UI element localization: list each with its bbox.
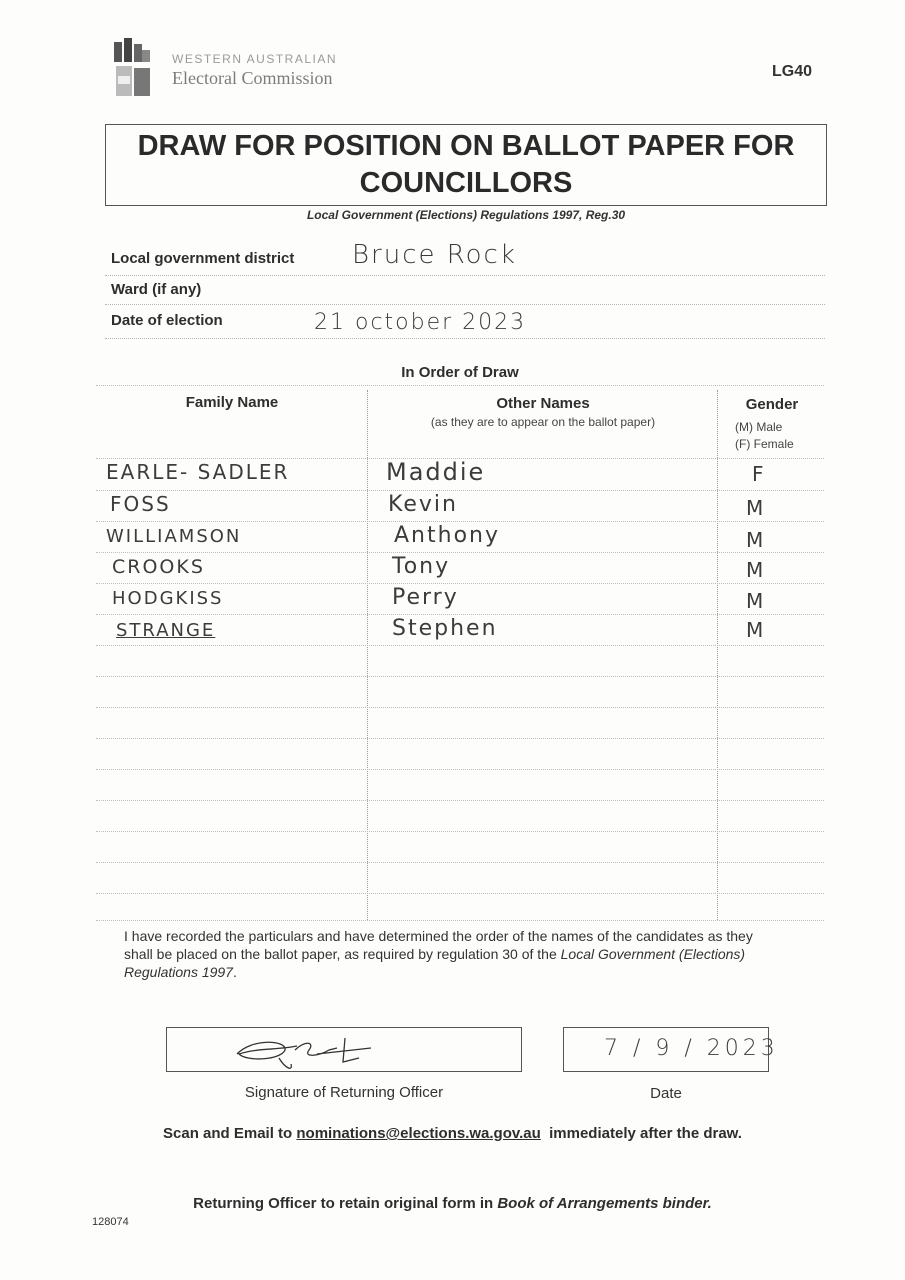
row-rule [96, 707, 824, 708]
row-rule [96, 490, 824, 491]
retain-binder-name: Book of Arrangements binder. [497, 1195, 712, 1212]
gender-male-key: (M) Male [735, 420, 783, 434]
candidate-family-name: FOSS [110, 492, 171, 516]
org-name-line2: Electoral Commission [172, 68, 333, 88]
form-number: 128074 [92, 1216, 129, 1228]
row-rule [96, 614, 824, 615]
scan-prefix: Scan and Email to [163, 1125, 297, 1142]
date-underline [105, 338, 825, 339]
candidate-other-names: Kevin [388, 492, 458, 517]
candidate-family-name: HODGKISS [112, 588, 224, 609]
row-rule [96, 676, 824, 677]
form-code: LG40 [772, 63, 813, 80]
election-date-label: Date of election [111, 312, 223, 329]
row-rule [96, 831, 824, 832]
form-title-box [105, 124, 827, 206]
row-rule [96, 769, 824, 770]
row-rule [96, 862, 824, 863]
form-title-line2: COUNCILLORS [359, 167, 573, 199]
date-caption: Date [650, 1085, 682, 1102]
ward-underline [105, 304, 825, 305]
date-box [563, 1027, 779, 1072]
row-rule [96, 893, 824, 894]
declaration-text: I have recorded the particulars and have determined the order of the names of the candidates as they shall be placed on the ballot paper, as required by regulation 30 of the [124, 928, 753, 962]
declaration-regulation-title: Local Government (Elections) Regulations 1997 [124, 946, 746, 980]
col-other-names: Other Names [496, 395, 590, 412]
row-rule [96, 583, 824, 584]
table-top-rule [96, 385, 824, 386]
district-underline [105, 275, 825, 276]
retain-prefix: Returning Officer to retain original form in [193, 1195, 498, 1212]
election-date-value: 21 october 2023 [314, 310, 527, 335]
col-other-names-sub: (as they are to appear on the ballot paper) [430, 415, 656, 429]
returning-officer-declaration [124, 927, 784, 981]
order-of-draw-heading: In Order of Draw [401, 364, 519, 381]
handwritten-signature [167, 1028, 523, 1073]
row-rule [96, 552, 824, 553]
candidate-family-name: STRANGE [116, 620, 216, 641]
signature-caption: Signature of Returning Officer [244, 1084, 444, 1101]
ward-label: Ward (if any) [111, 281, 202, 298]
scan-suffix: immediately after the draw. [549, 1125, 742, 1142]
district-label: Local government district [111, 250, 295, 267]
row-rule [96, 521, 824, 522]
candidate-gender: M [746, 618, 766, 642]
signature-box [166, 1027, 522, 1072]
candidate-gender: M [746, 558, 766, 582]
district-value: Bruce Rock [352, 240, 517, 270]
table-bottom-rule [96, 920, 824, 921]
wa-electoral-commission-logo [112, 36, 152, 100]
candidate-family-name: EARLE- SADLER [106, 460, 290, 484]
retain-form-instruction [0, 1195, 905, 1212]
col-family-name: Family Name [185, 394, 279, 411]
signed-date-value: 7 / 9 / 2023 [604, 1036, 779, 1061]
row-rule [96, 645, 824, 646]
regulation-reference: Local Government (Elections) Regulations 1997, Reg.30 [306, 208, 626, 222]
nominations-email-link[interactable]: nominations@elections.wa.gov.au [296, 1125, 541, 1142]
candidate-gender: M [746, 528, 766, 552]
row-rule [96, 800, 824, 801]
row-rule [96, 738, 824, 739]
candidate-gender: F [752, 462, 766, 486]
candidate-family-name: WILLIAMSON [106, 526, 242, 547]
candidate-other-names: Maddie [386, 458, 486, 486]
org-name-line1: WESTERN AUSTRALIAN [172, 52, 338, 66]
candidate-other-names: Tony [392, 554, 451, 579]
declaration-end: . [232, 964, 237, 980]
candidate-other-names: Perry [392, 585, 459, 610]
column-divider-1 [367, 390, 368, 920]
gender-female-key: (F) Female [735, 437, 794, 451]
candidate-family-name: CROOKS [112, 556, 205, 578]
candidate-gender: M [746, 589, 766, 613]
candidate-gender: M [746, 496, 766, 520]
candidate-other-names: Stephen [392, 616, 498, 641]
col-gender: Gender [745, 396, 799, 413]
column-divider-2 [717, 390, 718, 920]
scan-email-instruction [0, 1125, 905, 1142]
form-title-line1: DRAW FOR POSITION ON BALLOT PAPER FOR [137, 130, 795, 162]
candidate-other-names: Anthony [394, 523, 500, 548]
